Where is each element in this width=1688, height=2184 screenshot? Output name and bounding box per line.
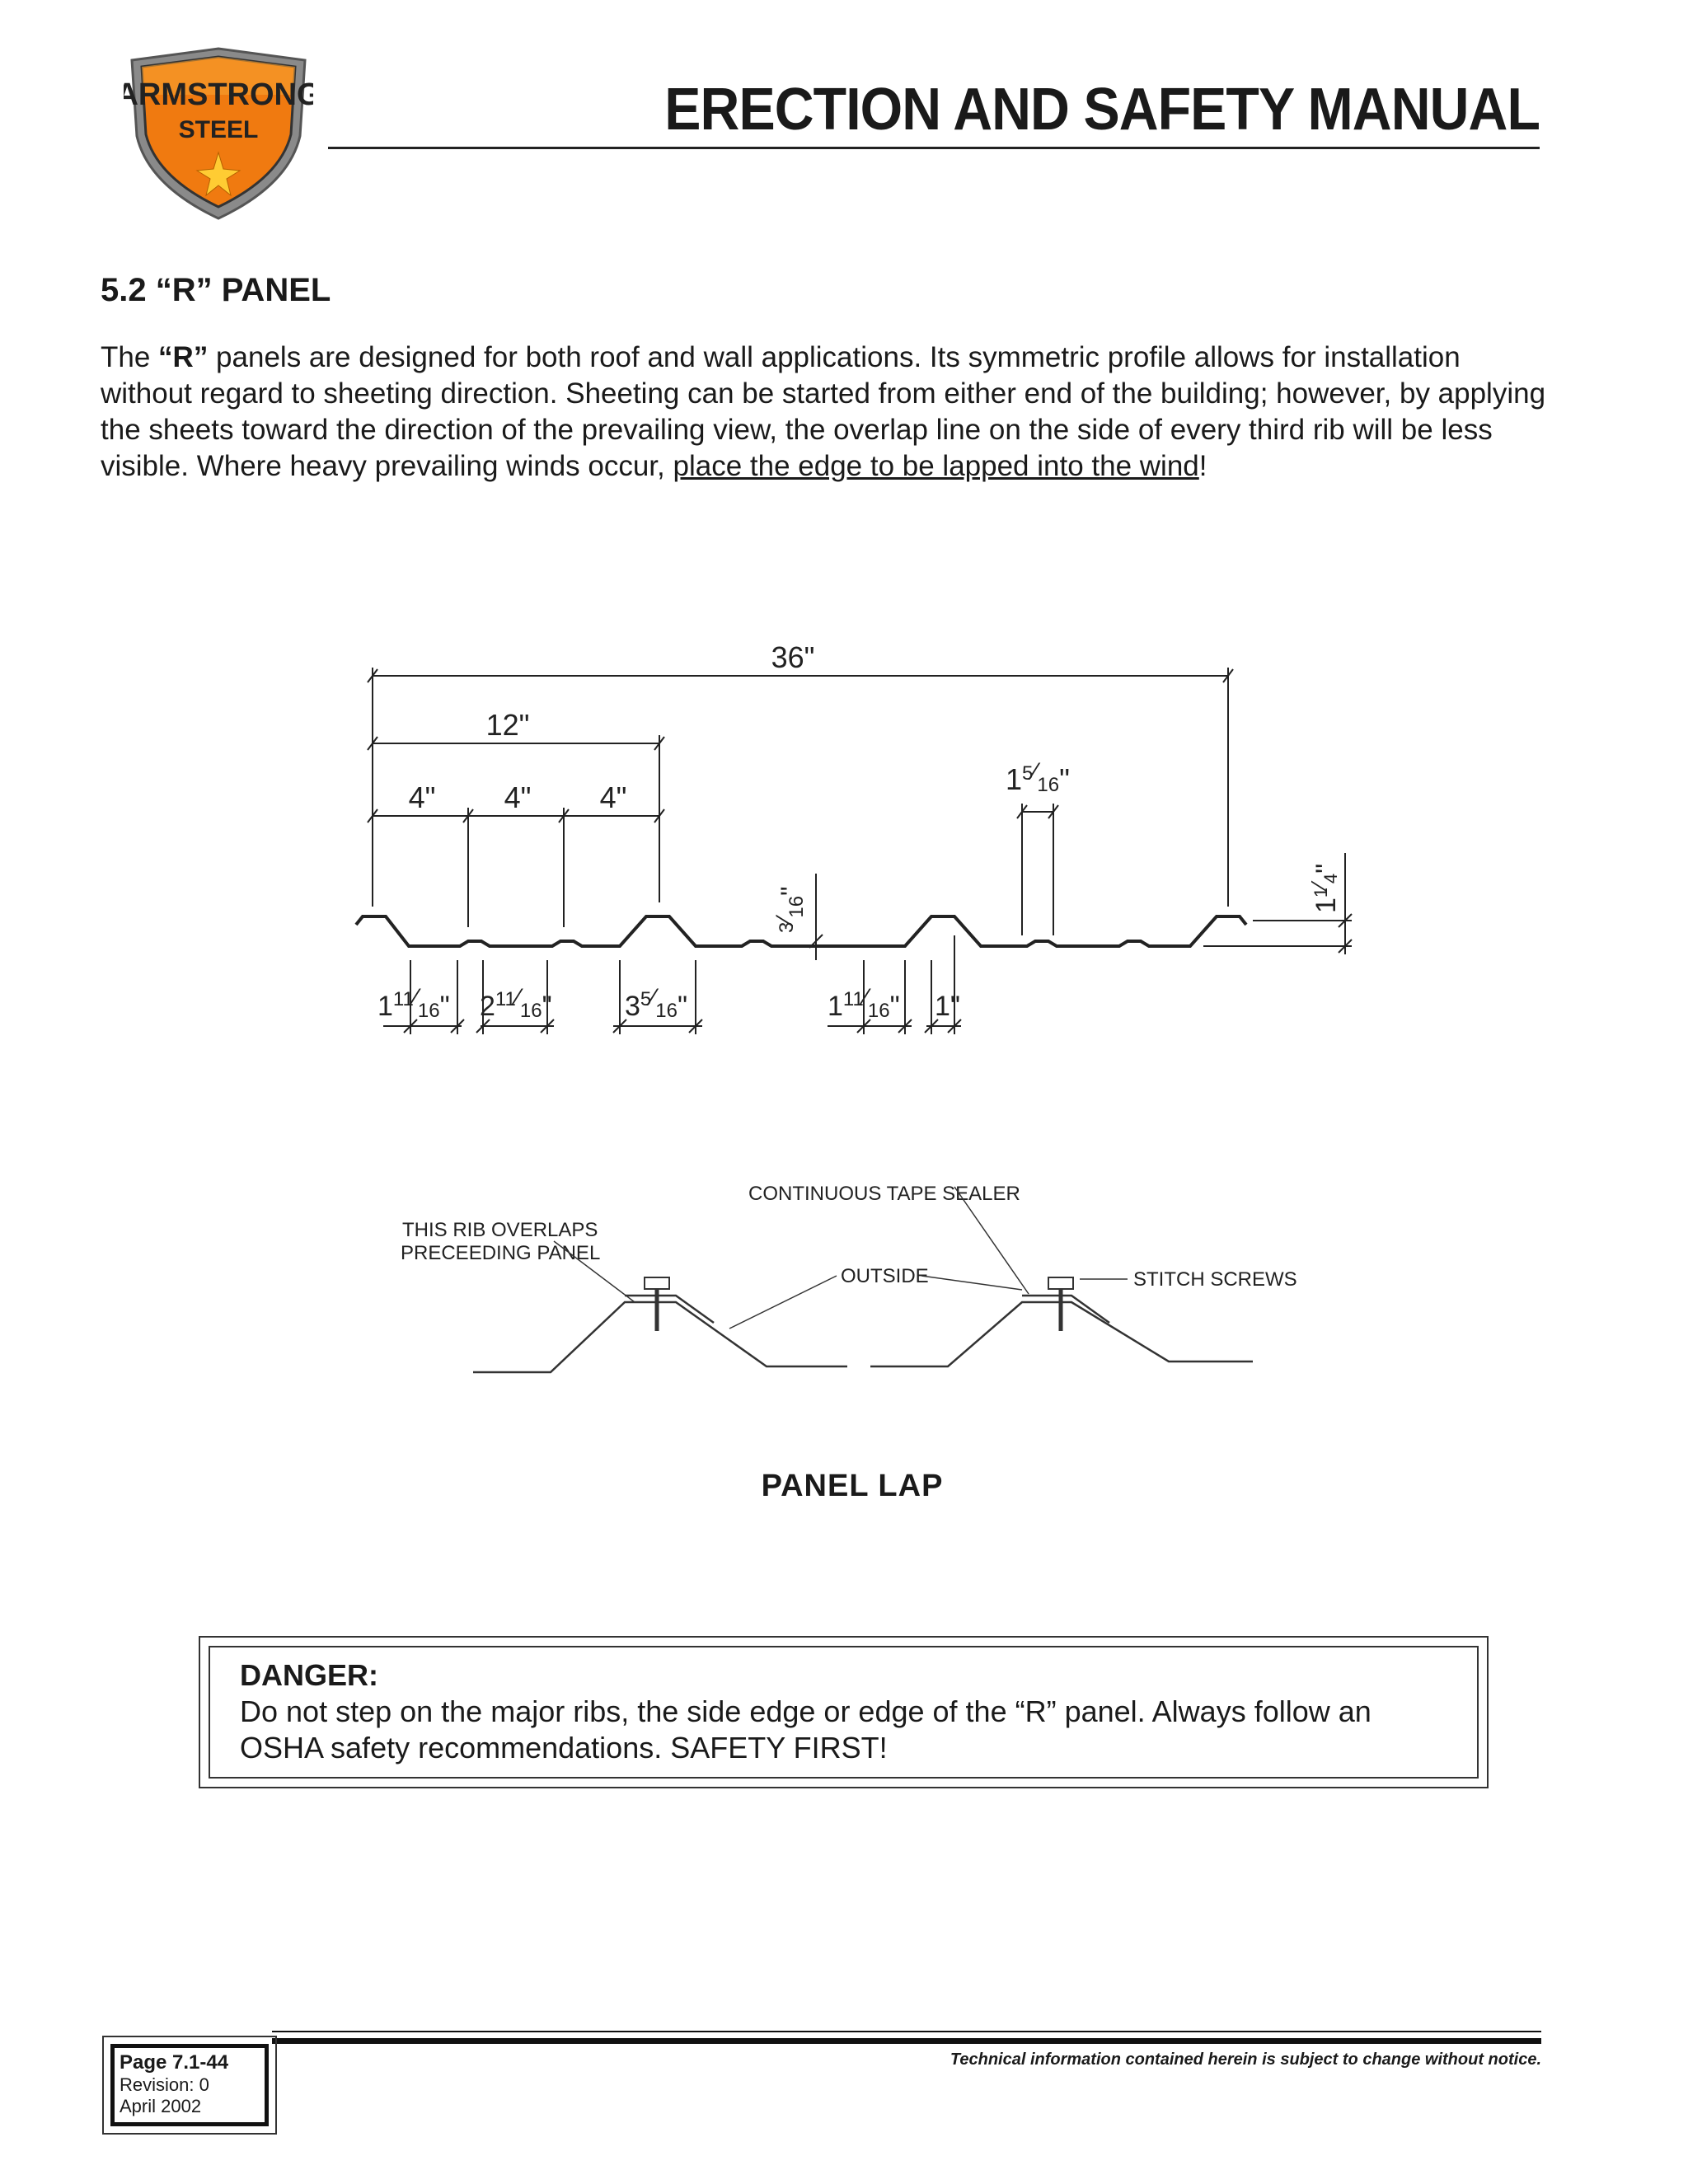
logo-word-armstrong: ARMSTRONG xyxy=(124,77,313,112)
dim-36: 36" xyxy=(771,640,815,674)
panel-lap-caption: PANEL LAP xyxy=(761,1469,944,1503)
label-rib-line1: THIS RIB OVERLAPS xyxy=(402,1219,598,1241)
footer-rule-thin xyxy=(272,2031,1541,2032)
paragraph-bold: “R” xyxy=(158,341,209,373)
dim-1-11-16-b: $1^{11}⁄_{16}$" xyxy=(828,984,900,1022)
page-number: Page 7.1-44 xyxy=(120,2051,229,2074)
page-info-box xyxy=(110,2044,269,2126)
label-outside: OUTSIDE xyxy=(841,1265,929,1287)
section-title: 5.2 “R” PANEL xyxy=(101,272,331,308)
logo-word-steel: STEEL xyxy=(178,116,259,143)
section-paragraph xyxy=(101,340,1551,485)
dim-1-11-16-a: $1^{11}⁄_{16}$" xyxy=(377,984,450,1022)
dim-4-a: 4" xyxy=(408,780,436,814)
dim-3-5-16: $3^5⁄_{16}$" xyxy=(625,984,688,1022)
dim-4-b: 4" xyxy=(504,780,532,814)
paragraph-lead: The xyxy=(101,341,159,373)
dim-2-11-16: $2^{11}⁄_{16}$" xyxy=(480,984,552,1022)
danger-box xyxy=(209,1646,1479,1779)
dim-1-5-16: $1^5⁄_{16}$" xyxy=(1006,758,1070,796)
dim-4-c: 4" xyxy=(599,780,627,814)
danger-text-line1: Do not step on the major ribs, the side edge or edge of the “R” panel. Always follow an xyxy=(240,1694,1372,1728)
danger-title: DANGER: xyxy=(240,1658,378,1692)
manual-title: ERECTION AND SAFETY MANUAL xyxy=(664,77,1540,143)
company-logo xyxy=(124,45,313,223)
danger-text-line2: OSHA safety recommendations. SAFETY FIRST! xyxy=(240,1731,888,1765)
dim-1-1-4: $1^1⁄_4$" xyxy=(1306,863,1342,913)
footer-disclaimer: Technical information contained herein is subject to change without notice. xyxy=(950,2050,1541,2069)
label-stitch-screws: STITCH SCREWS xyxy=(1133,1268,1297,1291)
dim-1: 1" xyxy=(935,991,960,1022)
label-rib-line2: PRECEEDING PANEL xyxy=(401,1242,601,1264)
revision-date: April 2002 xyxy=(120,2096,202,2116)
dim-12: 12" xyxy=(485,708,530,742)
revision: Revision: 0 xyxy=(120,2074,209,2095)
paragraph-middle: panels are designed for both roof and wall applications. Its symmetric profile allows for installation without regard to sheeting direction. Sheeting can be started from either end of the building; however, by applying the sheets toward the direction of the prevailing view, the overlap line on the side of every third rib will be less visible. Where heavy prevailing winds occur, xyxy=(101,341,1546,482)
header-rule xyxy=(328,147,1540,149)
r-panel-profile-diagram xyxy=(330,626,1401,1137)
dim-3-16: $^3⁄_{16}$" xyxy=(771,886,808,933)
paragraph-underlined: place the edge to be lapped into the wind xyxy=(673,450,1199,482)
footer-rule-thick xyxy=(272,2038,1541,2044)
label-tape-sealer: CONTINUOUS TAPE SEALER xyxy=(748,1183,1020,1205)
panel-lap-diagram xyxy=(354,1170,1302,1393)
paragraph-end: ! xyxy=(1198,450,1207,482)
